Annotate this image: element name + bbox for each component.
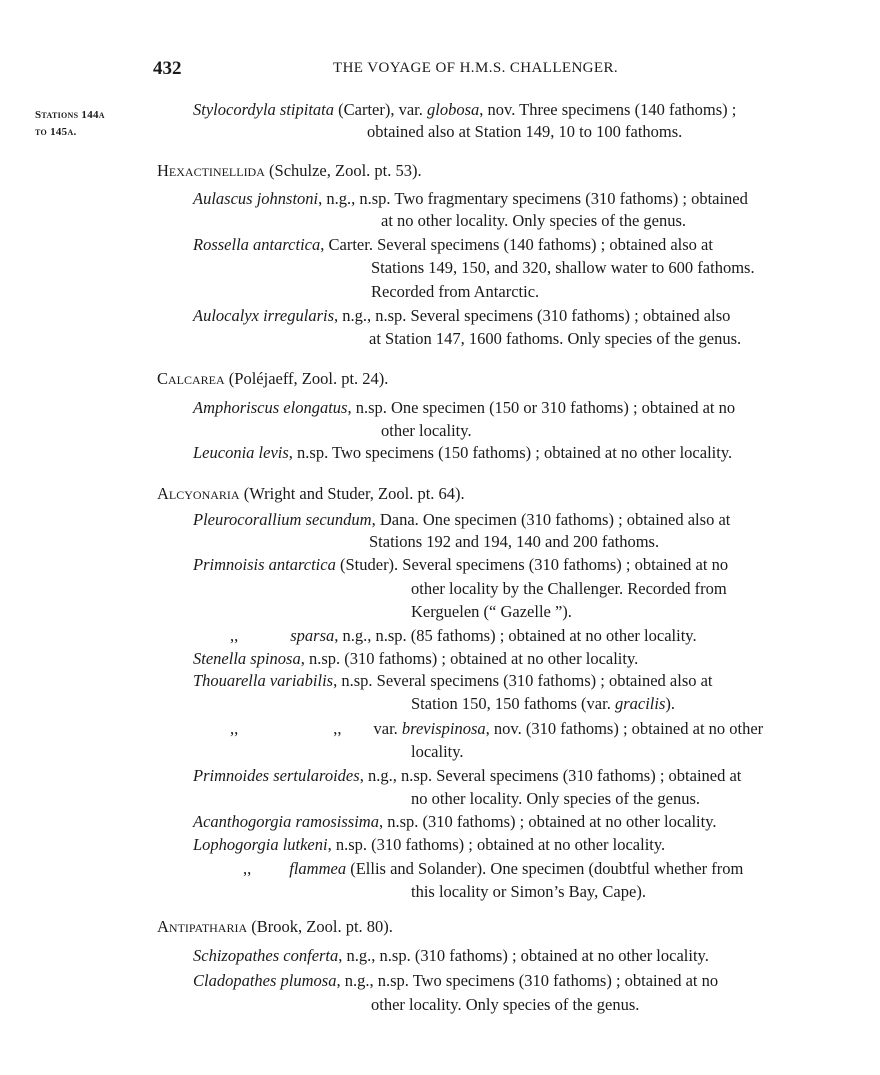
heading-ref: (Poléjaeff, Zool. pt. 24). (224, 369, 389, 388)
entry-text: , n.sp. One specimen (150 or 310 fathoms) ; obtained at no (347, 398, 736, 417)
entry-text: , n.sp. (310 fathoms) ; obtained at no other locality. (327, 835, 666, 854)
entry-text: , n.sp. (310 fathoms) ; obtained at no other locality. (300, 649, 639, 668)
section-heading (157, 368, 388, 390)
entry-text: Station 150, 150 fathoms (var. (411, 694, 615, 713)
entry-text: , n.g., n.sp. Several specimens (310 fathoms) ; obtained at (359, 766, 742, 785)
entry-line (193, 970, 718, 992)
continuation-line: obtained also at Station 149, 10 to 100 fathoms. (367, 122, 683, 141)
species-name: sparsa (290, 626, 335, 645)
species-name: Leuconia levis (193, 443, 289, 462)
ditto-mark: ,, (230, 626, 239, 645)
page-number: 432 (153, 58, 182, 79)
species-name: Stylocordyla stipitata (193, 100, 334, 119)
entry-text: (Studer). Several specimens (310 fathoms) ; obtained at no (335, 555, 729, 574)
entry-text: (Ellis and Solander). One specimen (doubtful whether from (346, 859, 744, 878)
heading-ref: (Wright and Studer, Zool. pt. 64). (239, 484, 465, 503)
entry-text: , n.g., n.sp. (310 fathoms) ; obtained at no other locality. (338, 946, 709, 965)
entry-line (193, 397, 735, 419)
entry-line (193, 188, 748, 210)
entry-text: , n.g., n.sp. Two specimens (310 fathoms) ; obtained at no (336, 971, 719, 990)
entry-text: (Carter), var. (334, 100, 427, 119)
entry-text: , n.sp. Several specimens (310 fathoms) ; obtained also at (333, 671, 713, 690)
entry-line (243, 858, 743, 880)
entry-line (230, 625, 697, 647)
entry-line (193, 945, 709, 967)
species-name: flammea (289, 859, 347, 878)
continuation-line (411, 693, 675, 715)
species-name: Primnoisis antarctica (193, 555, 336, 574)
species-name: Cladopathes plumosa (193, 971, 337, 990)
section-heading (157, 483, 465, 505)
ditto-mark: ,, (243, 859, 252, 878)
taxon-heading: Calcarea (157, 369, 225, 388)
entry-line (193, 234, 713, 256)
section-heading (157, 916, 393, 938)
species-name: Aulascus johnstoni (193, 189, 319, 208)
entry-text: , nov. Three specimens (140 fathoms) ; (479, 100, 737, 119)
entry-text: ). (665, 694, 675, 713)
species-name: Primnoides sertularoides (193, 766, 360, 785)
entry-line (193, 554, 728, 576)
variety-name: brevispinosa (401, 719, 486, 738)
species-name: Thouarella variabilis (193, 671, 334, 690)
entry-line (193, 99, 736, 121)
species-name: Acanthogorgia ramosissima (193, 812, 379, 831)
entry-text: var. (373, 719, 402, 738)
species-name: Amphoriscus elongatus (193, 398, 348, 417)
species-name: Aulocalyx irregularis (193, 306, 334, 325)
species-name: Schizopathes conferta (193, 946, 339, 965)
continuation-line: Recorded from Antarctic. (371, 282, 540, 301)
taxon-heading: Antipatharia (157, 917, 248, 936)
species-name: Lophogorgia lutkeni (193, 835, 328, 854)
continuation-line: this locality or Simon’s Bay, Cape). (411, 882, 646, 901)
species-name: Stenella spinosa (193, 649, 301, 668)
taxon-heading: Hexactinellida (157, 161, 265, 180)
variety-name: gracilis (614, 694, 666, 713)
heading-ref: (Schulze, Zool. pt. 53). (264, 161, 422, 180)
entry-text: , Dana. One specimen (310 fathoms) ; obtained also at (371, 510, 731, 529)
taxon-heading: Alcyonaria (157, 484, 240, 503)
margin-note-line: Stations 144a (35, 109, 105, 121)
species-name: Rossella antarctica (193, 235, 321, 254)
variety-name: globosa (427, 100, 480, 119)
continuation-line: locality. (411, 742, 464, 761)
species-name: Pleurocorallium secundum (193, 510, 372, 529)
entry-text: , nov. (310 fathoms) ; obtained at no other (485, 719, 764, 738)
entry-line (193, 648, 638, 670)
entry-line (193, 765, 741, 787)
margin-note-line: to 145a. (35, 126, 77, 138)
continuation-line: at Station 147, 1600 fathoms. Only species of the genus. (369, 329, 742, 348)
margin-note (35, 107, 105, 141)
section-heading (157, 160, 422, 182)
entry-text: , n.sp. Two specimens (150 fathoms) ; obtained at no other locality. (288, 443, 733, 462)
continuation-line: other locality. Only species of the genus. (371, 995, 640, 1014)
continuation-line: Stations 192 and 194, 140 and 200 fathoms. (369, 532, 660, 551)
continuation-line: Stations 149, 150, and 320, shallow water to 600 fathoms. (371, 258, 755, 277)
continuation-line: other locality. (381, 421, 472, 440)
entry-line (193, 442, 732, 464)
entry-text: , Carter. Several specimens (140 fathoms) ; obtained also at (320, 235, 713, 254)
entry-text: , n.g., n.sp. (85 fathoms) ; obtained at no other locality. (334, 626, 697, 645)
ditto-mark: ,, (230, 719, 239, 738)
heading-ref: (Brook, Zool. pt. 80). (247, 917, 393, 936)
entry-line (193, 670, 713, 692)
entry-line (193, 305, 730, 327)
continuation-line: at no other locality. Only species of the genus. (381, 211, 687, 230)
continuation-line: Kerguelen (“ Gazelle ”). (411, 602, 572, 621)
entry-line (230, 718, 763, 740)
ditto-mark: ,, (333, 719, 342, 738)
entry-line (193, 834, 665, 856)
running-head: THE VOYAGE OF H.M.S. CHALLENGER. (333, 60, 619, 76)
continuation-line: other locality by the Challenger. Recorded from (411, 579, 727, 598)
continuation-line: no other locality. Only species of the genus. (411, 789, 700, 808)
entry-line (193, 509, 730, 531)
entry-text: , n.sp. (310 fathoms) ; obtained at no other locality. (378, 812, 717, 831)
entry-text: , n.g., n.sp. Two fragmentary specimens (310 fathoms) ; obtained (318, 189, 748, 208)
entry-text: , n.g., n.sp. Several specimens (310 fathoms) ; obtained also (334, 306, 731, 325)
entry-line (193, 811, 717, 833)
